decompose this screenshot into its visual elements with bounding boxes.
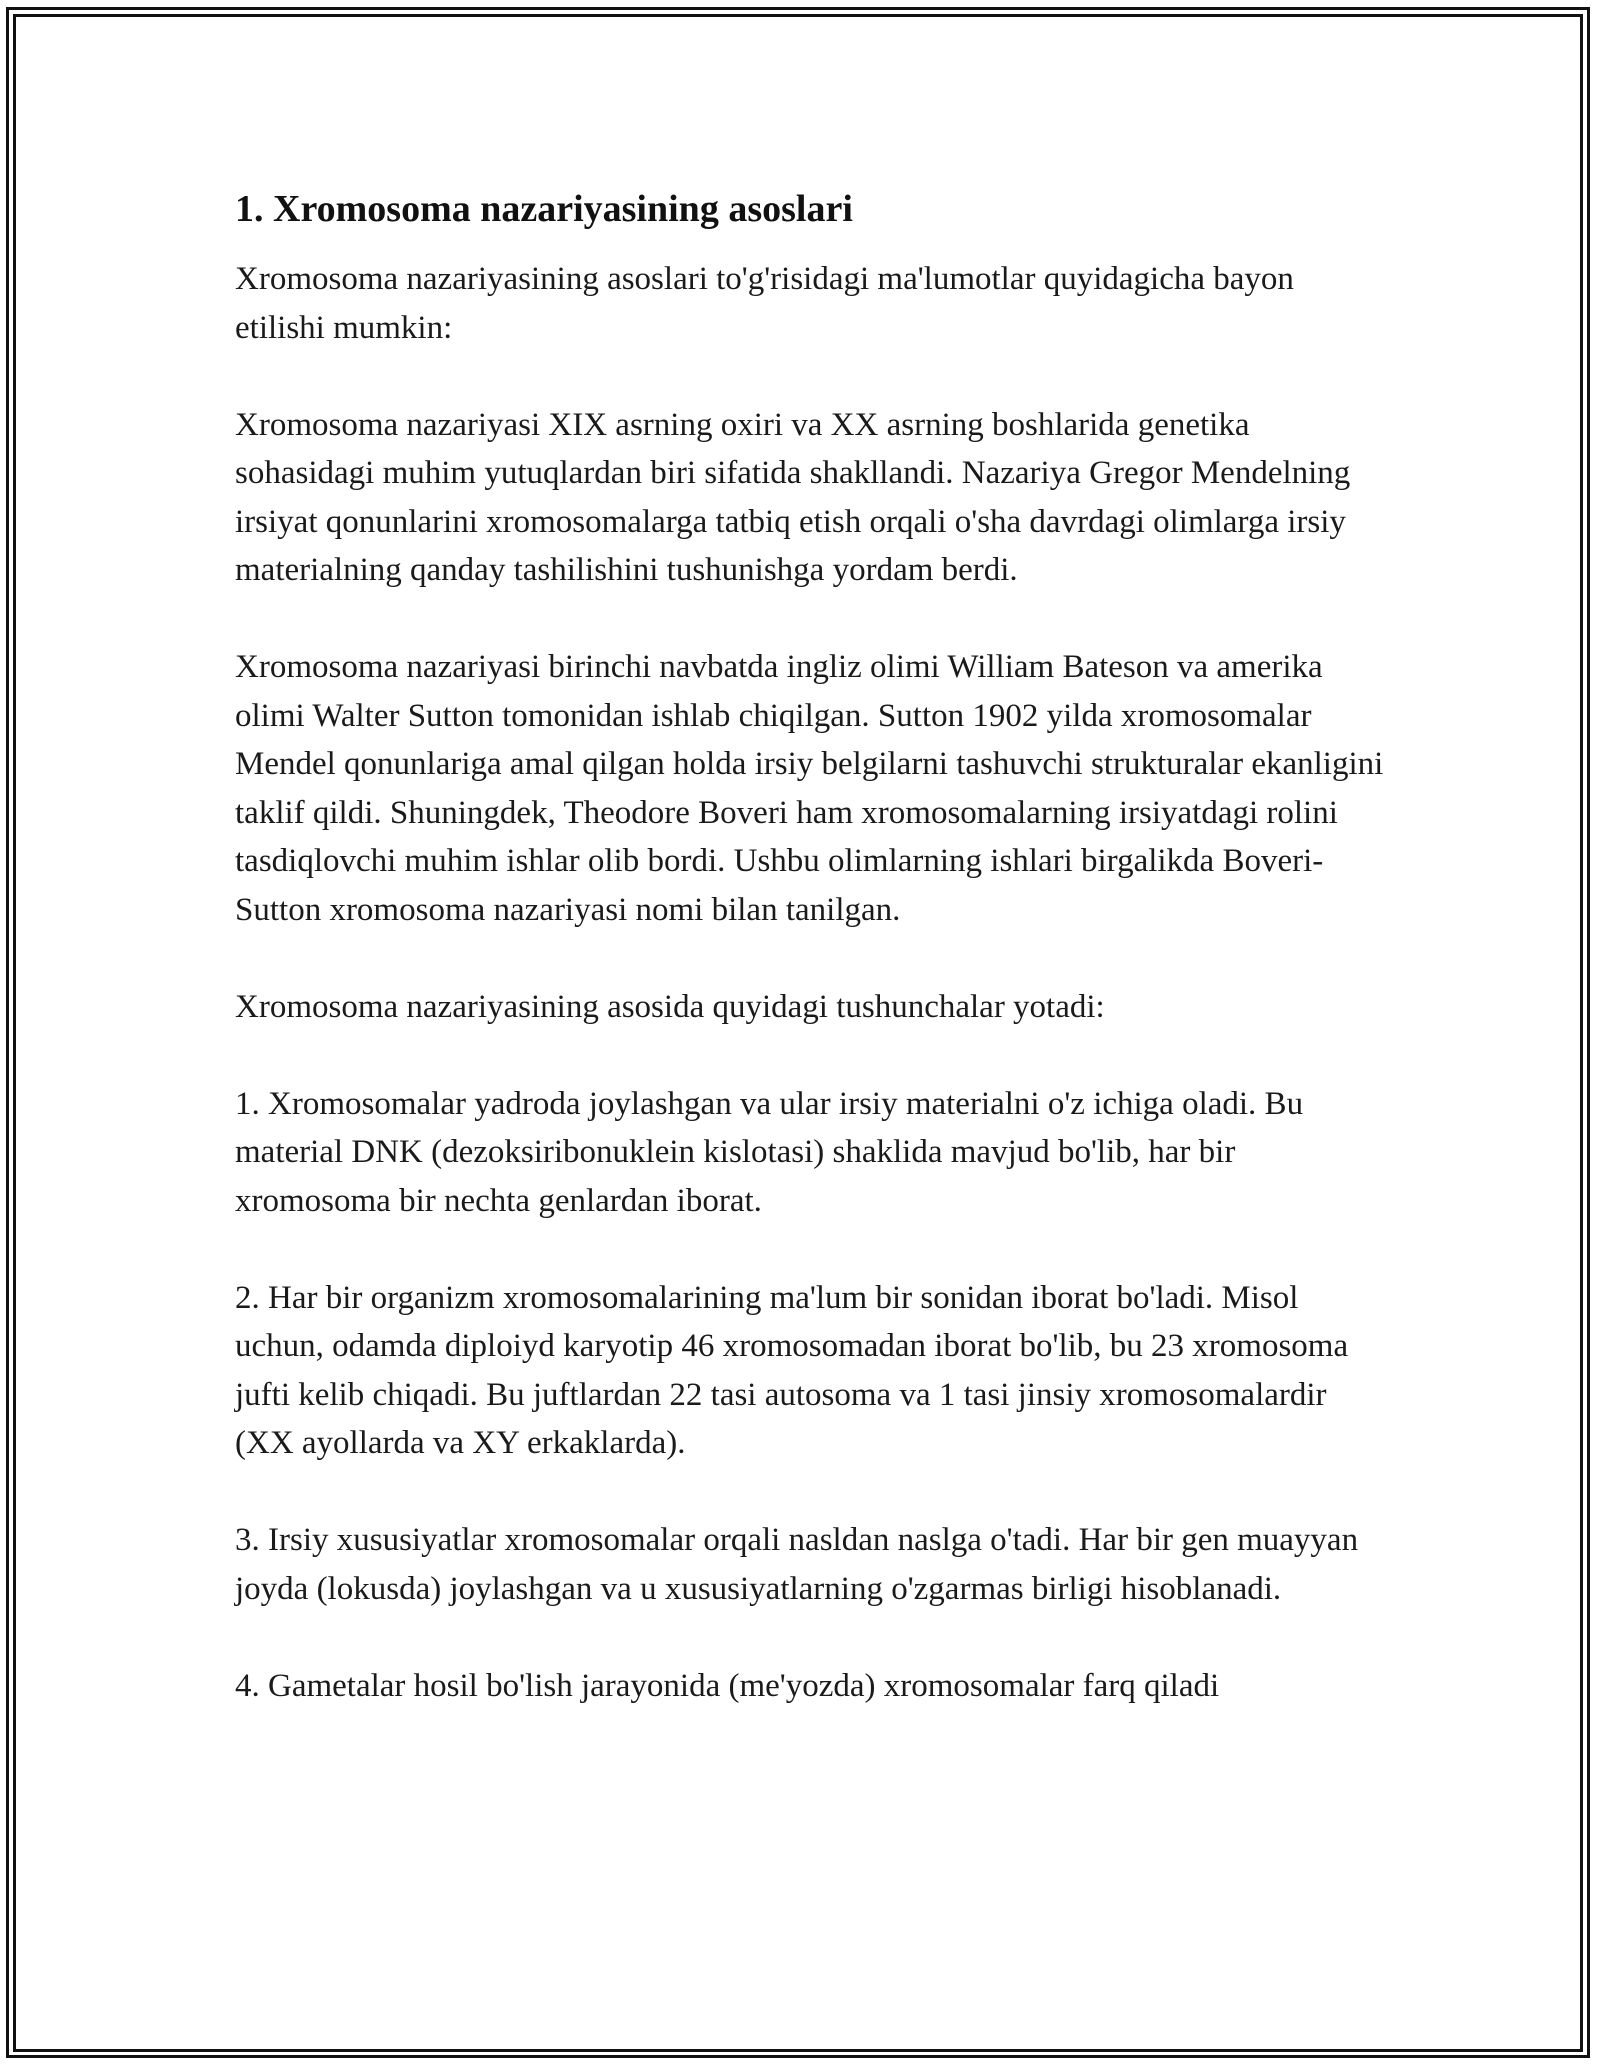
concepts-intro-paragraph: Xromosoma nazariyasining asosida quyidagi tushunchalar yotadi: (235, 988, 1105, 1025)
list-item-2: 2. Har bir organizm xromosomalarining ma'lum bir sonidan iborat bo'ladi. Misol uchun, odamda diploiyd karyotip 46 xromosomadan iborat bo'lib, bu 23 xromosoma jufti kelib chiqadi. Bu juftlardan 22 tasi autosoma va 1 tasi jinsiy xromosomalardir (XX ayollarda va XY erkaklarda). (235, 1279, 1349, 1461)
list-item-1: 1. Xromosomalar yadroda joylashgan va ular irsiy materialni o'z ichiga oladi. Bu material DNK (dezoksiribonuklein kislotasi) shaklida mavjud bo'lib, har bir xromosoma bir nechta genlardan iborat. (235, 1085, 1304, 1219)
list-item-3: 3. Irsiy xususiyatlar xromosomalar orqali nasldan naslga o'tadi. Har bir gen muayyan joyda (lokusda) joylashgan va u xususiyatlarning o'zgarmas birligi hisoblanadi. (235, 1522, 1359, 1607)
list-item-4: 4. Gametalar hosil bo'lish jarayonida (me'yozda) xromosomalar farq qiladi (235, 1667, 1220, 1704)
scientists-paragraph: Xromosoma nazariyasi birinchi navbatda ingliz olimi William Bateson va amerika olimi Walter Sutton tomonidan ishlab chiqilgan. Sutton 1902 yilda xromosomalar Mendel qonunlariga amal qilgan holda irsiy belgilarni tashuvchi strukturalar ekanligini taklif qildi. Shuningdek, Theodore Boveri ham xromosomalarning irsiyatdagi rolini tasdiqlovchi muhim ishlar olib bordi. Ushbu olimlarning ishlari birgalikda Boveri-Sutton xromosoma nazariyasi nomi bilan tanilgan. (235, 649, 1384, 928)
history-paragraph: Xromosoma nazariyasi XIX asrning oxiri va XX asrning boshlarida genetika sohasidagi muhim yutuqlardan biri sifatida shakllandi. Nazariya Gregor Mendelning irsiyat qonunlarini xromosomalarga tatbiq etish orqali o'sha davrdagi olimlarga irsiy materialning qanday tashilishini tushunishga yordam berdi. (235, 406, 1351, 588)
document-body (235, 185, 1385, 1759)
section-heading: 1. Xromosoma nazariyasining asoslari (235, 188, 853, 230)
intro-paragraph: Xromosoma nazariyasining asoslari to'g'risidagi ma'lumotlar quyidagicha bayon etilishi mumkin: (235, 261, 1294, 346)
